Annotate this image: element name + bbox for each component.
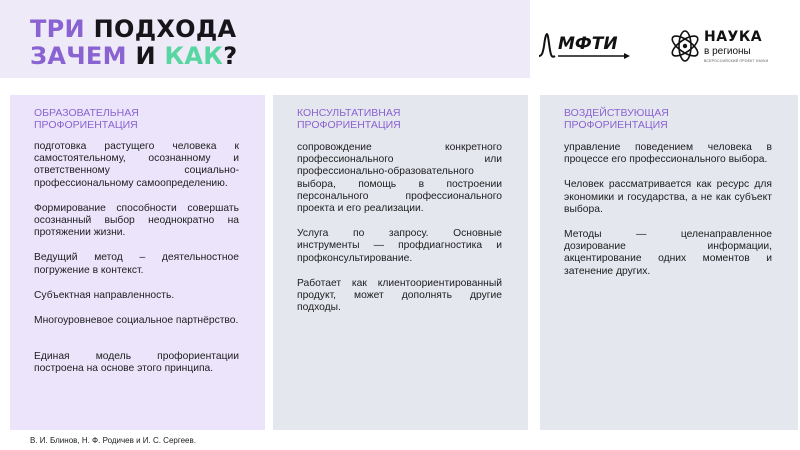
mipt-logo <box>538 30 630 62</box>
nauka-logo-tagline: ВСЕРОССИЙСКИЙ ПРОЕКТ НАУКИ <box>704 59 769 63</box>
title-word-zachem: ЗАЧЕМ <box>30 42 127 70</box>
title-question-mark: ? <box>223 42 238 70</box>
title-word-podkhoda: ПОДХОДА <box>93 15 237 43</box>
title-word-kak: КАК <box>164 42 224 70</box>
card-paragraph: Человек рассматривается как ресурс для экономики и государства, а не как субъект выбора. <box>564 179 772 215</box>
card-title: ВОЗДЕЙСТВУЮЩАЯ ПРОФОРИЕНТАЦИЯ <box>564 107 669 131</box>
title-word-i: И <box>135 42 156 70</box>
card-title: КОНСУЛЬТАТИВНАЯ ПРОФОРИЕНТАЦИЯ <box>297 107 401 131</box>
title-word-tri: ТРИ <box>30 15 85 43</box>
card-paragraph: управление поведением человека в процессе его профессионального выбора. <box>564 142 772 166</box>
card-paragraph: Единая модель профориентации построена на основе этого принципа. <box>34 351 239 375</box>
card-paragraph: Методы — целенаправленное дозирование информации, акцентирование одних моментов и затенение других. <box>564 229 772 277</box>
card-paragraph: Формирование способности совершать осознанный выбор неоднократно на протяжении жизни. <box>34 202 239 239</box>
card-paragraph: Ведущий метод – деятельностное погружение в контекст. <box>34 252 239 276</box>
card-paragraph: сопровождение конкретного профессионального или профессионально-образовательного выбора, помощь в построении персонального профессионального проекта и его реализации. <box>297 142 502 215</box>
mipt-logo-text: МФТИ <box>558 34 618 54</box>
slide-title <box>30 16 237 70</box>
card-paragraph: Многоуровневое социальное партнёрство. <box>34 315 239 327</box>
nauka-logo-subtitle: в регионы <box>704 46 751 57</box>
card-paragraph: Услуга по запросу. Основные инструменты — профдиагностика и профконсультирование. <box>297 228 502 264</box>
card-paragraph: Работает как клиентоориентированный продукт, может дополнять другие подходы. <box>297 277 502 314</box>
card-paragraph: Субъектная направленность. <box>34 289 175 301</box>
footer-authors: В. И. Блинов, Н. Ф. Родичев и И. С. Сергеев. <box>30 436 196 445</box>
card-influencing <box>540 95 798 430</box>
card-paragraph: подготовка растущего человека к самостоятельному, осознанному и ответственному социально-профессиональному самоопределению. <box>34 141 239 189</box>
card-consultative <box>273 95 528 430</box>
card-title: ОБРАЗОВАТЕЛЬНАЯ ПРОФОРИЕНТАЦИЯ <box>34 107 139 131</box>
atom-icon <box>668 26 704 66</box>
nauka-logo <box>668 26 778 70</box>
card-educational <box>10 95 265 430</box>
nauka-logo-title: НАУКА <box>704 29 763 45</box>
